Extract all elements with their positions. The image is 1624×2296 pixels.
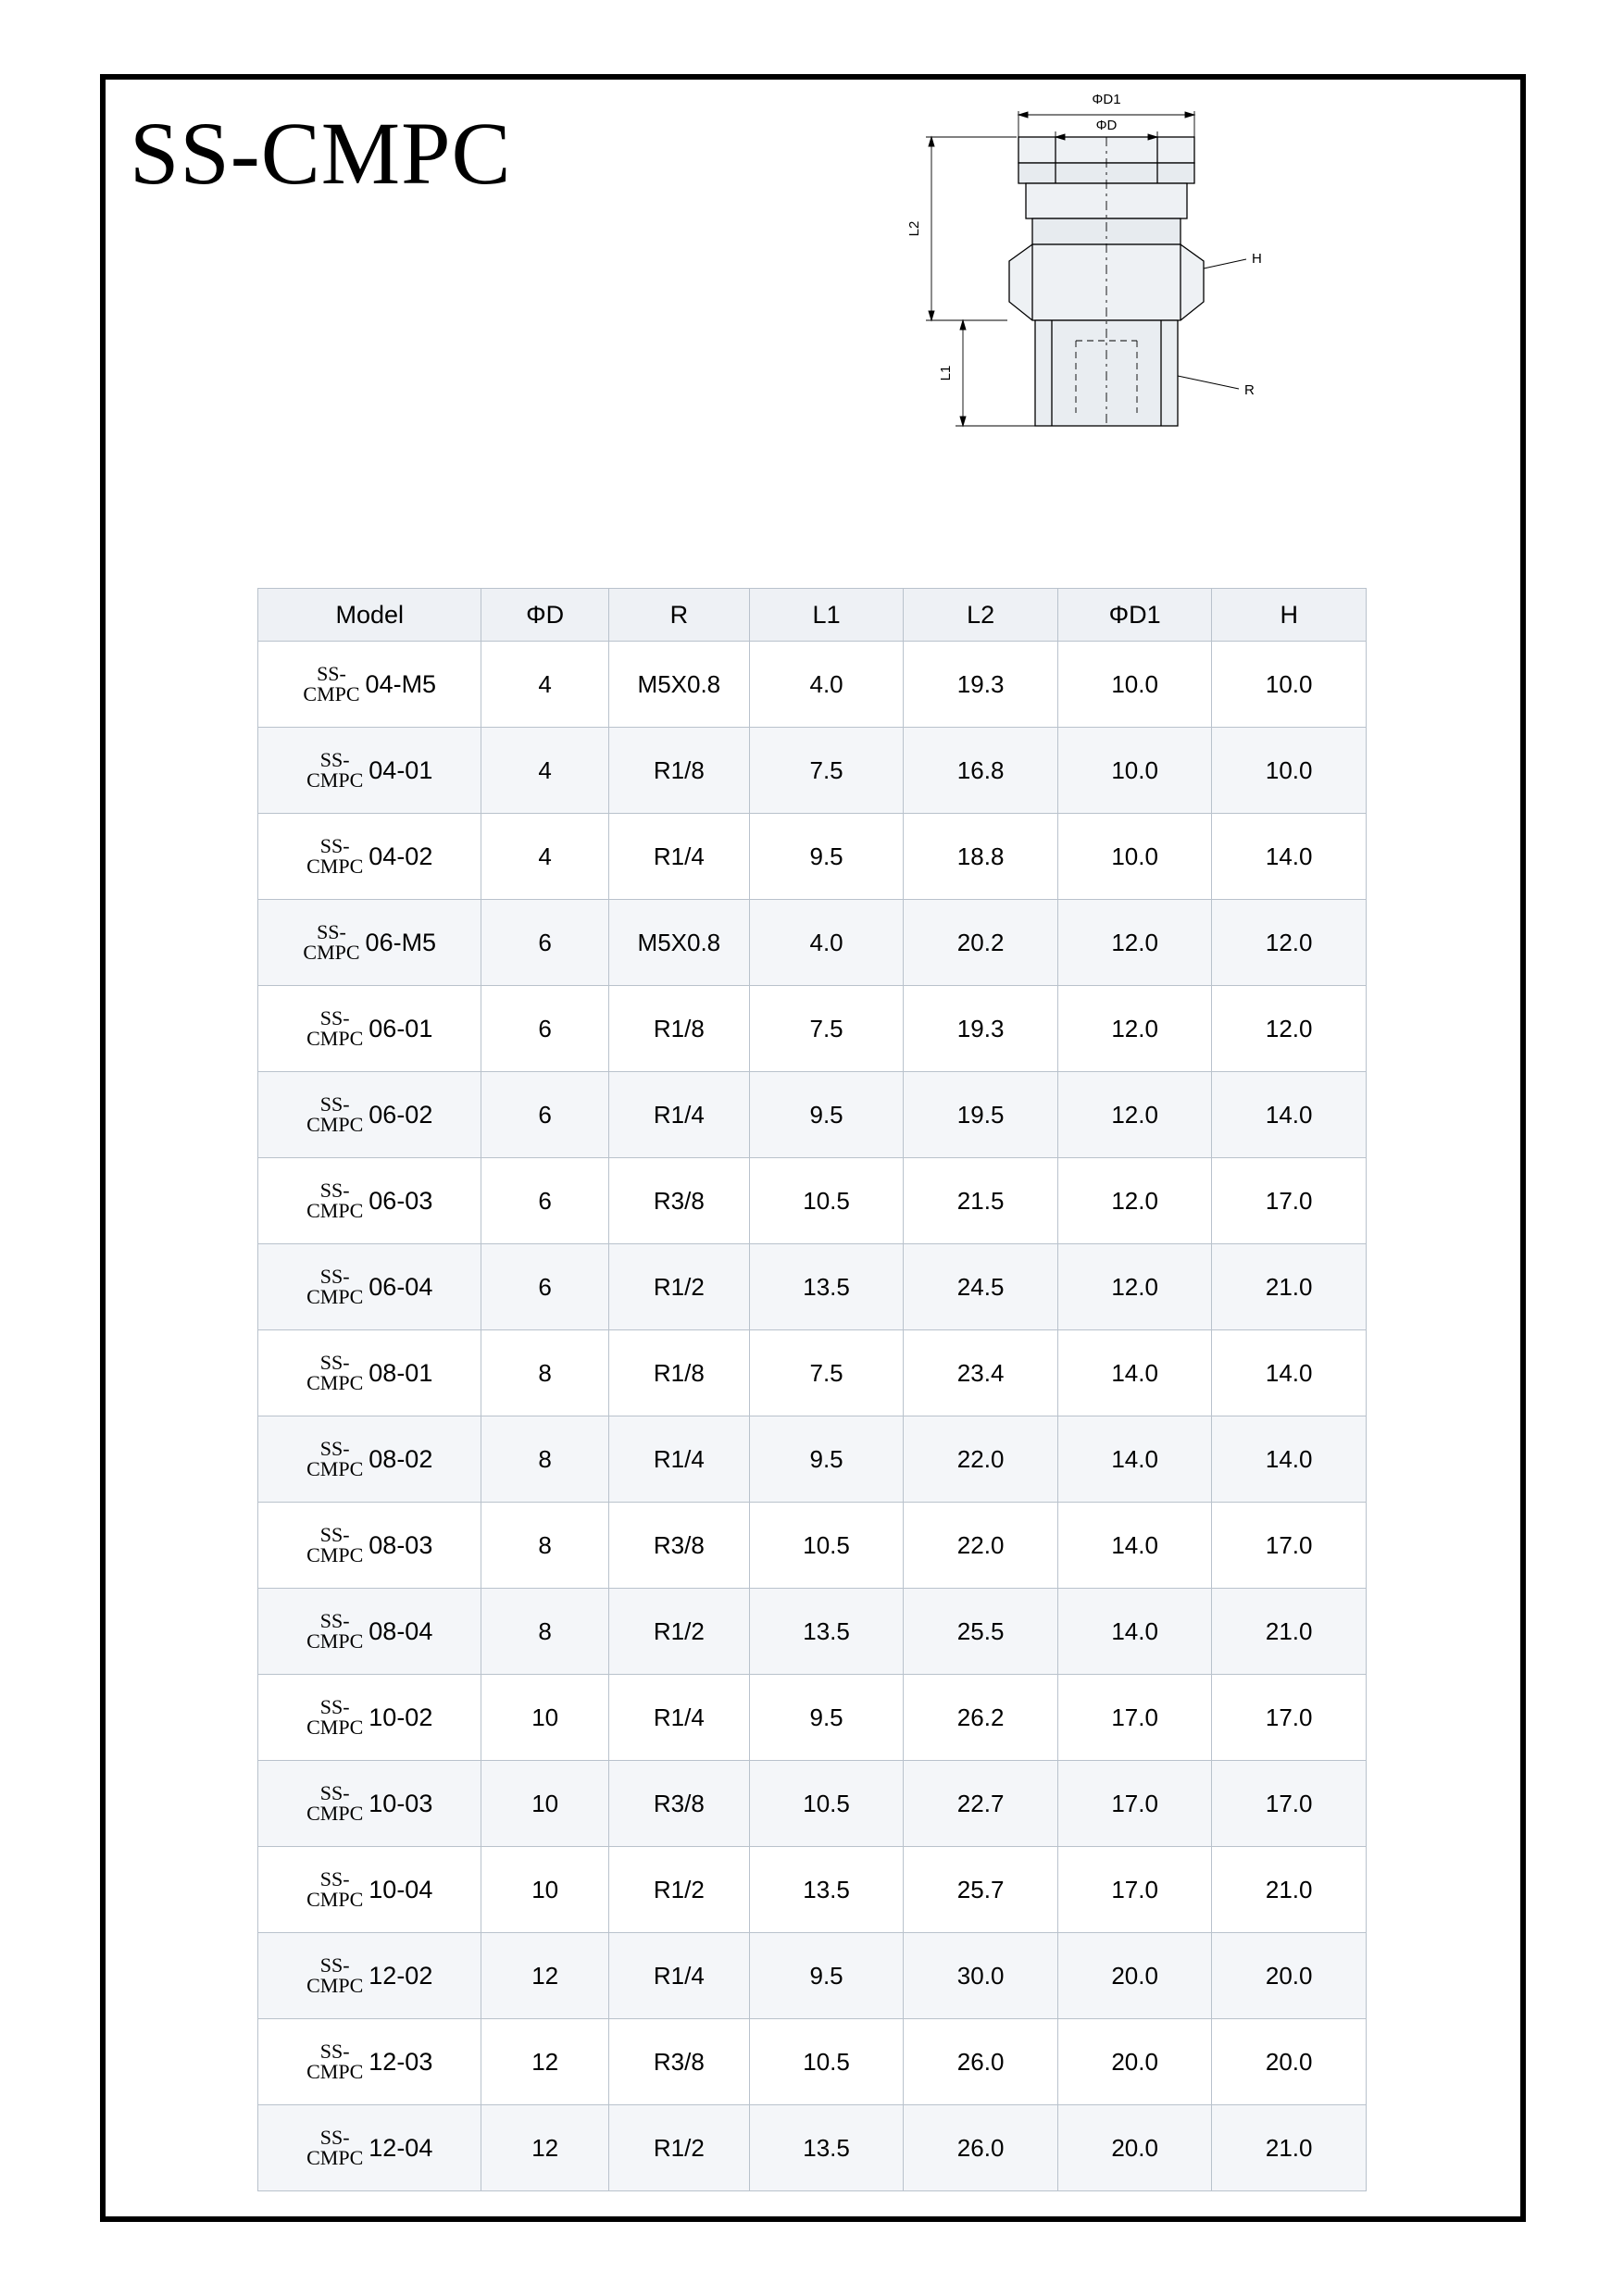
model-size: 06-M5 <box>365 928 437 956</box>
table-header-row <box>258 589 1367 642</box>
model-size: 06-04 <box>369 1272 433 1301</box>
model-prefix-line1: SS- <box>319 1523 350 1546</box>
cell-r: R3/8 <box>608 2019 749 2105</box>
model-prefix-line2: CMPC <box>306 2060 364 2083</box>
model-prefix <box>306 1180 363 1221</box>
model-prefix-line2: CMPC <box>306 1543 364 1566</box>
model-prefix-line1: SS- <box>319 1867 350 1890</box>
cell-r: R1/2 <box>608 1847 749 1933</box>
spec-table-body <box>258 642 1367 2191</box>
cell-l1: 13.5 <box>749 1589 904 1675</box>
cell-model <box>258 1244 481 1330</box>
cell-model <box>258 1503 481 1589</box>
table-row <box>258 1675 1367 1761</box>
cell-l1: 7.5 <box>749 1330 904 1416</box>
cell-phi-d1: 14.0 <box>1057 1330 1212 1416</box>
model-prefix <box>303 922 359 963</box>
cell-phi-d1: 20.0 <box>1057 2105 1212 2191</box>
model-prefix-line2: CMPC <box>306 1888 364 1911</box>
cell-phi-d1: 12.0 <box>1057 1158 1212 1244</box>
table-row <box>258 2105 1367 2191</box>
model-prefix-line1: SS- <box>319 2040 350 2063</box>
cell-r: R1/4 <box>608 1675 749 1761</box>
model-size: 10-04 <box>369 1875 433 1903</box>
cell-l1: 9.5 <box>749 1416 904 1503</box>
cell-phi-d: 10 <box>481 1847 608 1933</box>
table-row <box>258 1330 1367 1416</box>
model-prefix-line1: SS- <box>319 1092 350 1116</box>
cell-l2: 25.7 <box>904 1847 1058 1933</box>
cell-model <box>258 1158 481 1244</box>
cell-l2: 26.2 <box>904 1675 1058 1761</box>
cell-phi-d: 8 <box>481 1330 608 1416</box>
table-row <box>258 1072 1367 1158</box>
cell-phi-d1: 10.0 <box>1057 814 1212 900</box>
cell-h: 14.0 <box>1212 1416 1367 1503</box>
cell-l1: 9.5 <box>749 1072 904 1158</box>
cell-l2: 18.8 <box>904 814 1058 900</box>
cell-l1: 7.5 <box>749 986 904 1072</box>
cell-l1: 10.5 <box>749 1503 904 1589</box>
cell-h: 20.0 <box>1212 2019 1367 2105</box>
model-prefix-line2: CMPC <box>306 768 364 792</box>
model-prefix <box>306 1869 363 1910</box>
cell-phi-d: 6 <box>481 1072 608 1158</box>
model-size: 06-01 <box>369 1014 433 1042</box>
column-header-r: R <box>608 589 749 642</box>
table-row <box>258 1503 1367 1589</box>
table-row <box>258 814 1367 900</box>
cell-r: R3/8 <box>608 1503 749 1589</box>
cell-h: 17.0 <box>1212 1158 1367 1244</box>
model-prefix <box>306 1439 363 1479</box>
cell-phi-d: 10 <box>481 1675 608 1761</box>
cell-model <box>258 1675 481 1761</box>
cell-h: 21.0 <box>1212 1244 1367 1330</box>
cell-model <box>258 1589 481 1675</box>
cell-phi-d: 4 <box>481 814 608 900</box>
model-size: 12-03 <box>369 2047 433 2076</box>
spec-table <box>257 588 1367 2191</box>
drawing-label-r: R <box>1244 382 1255 398</box>
cell-l1: 4.0 <box>749 900 904 986</box>
cell-phi-d1: 20.0 <box>1057 1933 1212 2019</box>
cell-l2: 23.4 <box>904 1330 1058 1416</box>
model-prefix <box>306 1094 363 1135</box>
table-row <box>258 1416 1367 1503</box>
model-size: 08-02 <box>369 1444 433 1473</box>
cell-l1: 9.5 <box>749 814 904 900</box>
model-prefix <box>306 1008 363 1049</box>
cell-phi-d: 8 <box>481 1416 608 1503</box>
cell-phi-d1: 17.0 <box>1057 1761 1212 1847</box>
model-prefix <box>306 836 363 877</box>
model-prefix-line1: SS- <box>319 1351 350 1374</box>
model-size: 04-02 <box>369 842 433 870</box>
cell-r: R1/2 <box>608 1244 749 1330</box>
cell-l1: 13.5 <box>749 1244 904 1330</box>
model-prefix <box>306 1697 363 1738</box>
cell-model <box>258 2019 481 2105</box>
drawing-label-l1: L1 <box>938 365 954 381</box>
cell-h: 17.0 <box>1212 1503 1367 1589</box>
model-prefix <box>306 2041 363 2082</box>
cell-l1: 9.5 <box>749 1675 904 1761</box>
model-prefix-line2: CMPC <box>306 1371 364 1394</box>
cell-model <box>258 2105 481 2191</box>
cell-r: M5X0.8 <box>608 900 749 986</box>
cell-l2: 24.5 <box>904 1244 1058 1330</box>
model-size: 06-02 <box>369 1100 433 1129</box>
cell-l1: 10.5 <box>749 1158 904 1244</box>
model-prefix-line2: CMPC <box>306 1199 364 1222</box>
cell-model <box>258 1847 481 1933</box>
cell-l2: 16.8 <box>904 728 1058 814</box>
model-size: 06-03 <box>369 1186 433 1215</box>
model-prefix-line2: CMPC <box>306 2146 364 2169</box>
column-header-phi-d: ΦD <box>481 589 608 642</box>
drawing-label-phi-d: ΦD <box>1095 118 1118 133</box>
model-size: 10-03 <box>369 1789 433 1817</box>
cell-model <box>258 728 481 814</box>
model-size: 12-04 <box>369 2133 433 2162</box>
cell-l2: 26.0 <box>904 2019 1058 2105</box>
cell-r: R3/8 <box>608 1158 749 1244</box>
cell-phi-d1: 14.0 <box>1057 1503 1212 1589</box>
cell-h: 20.0 <box>1212 1933 1367 2019</box>
cell-phi-d: 6 <box>481 1158 608 1244</box>
cell-l1: 13.5 <box>749 2105 904 2191</box>
table-row <box>258 2019 1367 2105</box>
drawing-label-phi-d1: ΦD1 <box>1092 92 1121 107</box>
model-prefix-line2: CMPC <box>306 1802 364 1825</box>
model-prefix <box>306 750 363 791</box>
model-prefix-line1: SS- <box>317 662 346 685</box>
cell-h: 14.0 <box>1212 1330 1367 1416</box>
model-prefix <box>306 1353 363 1393</box>
cell-phi-d: 6 <box>481 900 608 986</box>
cell-l1: 4.0 <box>749 642 904 728</box>
cell-model <box>258 1761 481 1847</box>
table-row <box>258 1158 1367 1244</box>
cell-h: 21.0 <box>1212 1589 1367 1675</box>
cell-phi-d1: 12.0 <box>1057 1244 1212 1330</box>
model-prefix <box>306 1525 363 1566</box>
model-prefix-line1: SS- <box>319 748 350 771</box>
cell-r: R1/2 <box>608 2105 749 2191</box>
column-header-phi-d1: ΦD1 <box>1057 589 1212 642</box>
table-row <box>258 986 1367 1072</box>
cell-r: R1/8 <box>608 728 749 814</box>
column-header-l1: L1 <box>749 589 904 642</box>
model-size: 10-02 <box>369 1703 433 1731</box>
model-prefix-line1: SS- <box>319 1609 350 1632</box>
cell-phi-d1: 14.0 <box>1057 1589 1212 1675</box>
cell-r: R3/8 <box>608 1761 749 1847</box>
model-size: 08-04 <box>369 1616 433 1645</box>
cell-h: 10.0 <box>1212 728 1367 814</box>
model-prefix <box>303 664 359 705</box>
cell-r: M5X0.8 <box>608 642 749 728</box>
cell-l2: 22.7 <box>904 1761 1058 1847</box>
model-prefix-line2: CMPC <box>306 1027 364 1050</box>
cell-model <box>258 1072 481 1158</box>
cell-r: R1/4 <box>608 814 749 900</box>
cell-model <box>258 1416 481 1503</box>
cell-l1: 9.5 <box>749 1933 904 2019</box>
cell-phi-d1: 17.0 <box>1057 1675 1212 1761</box>
cell-l1: 7.5 <box>749 728 904 814</box>
cell-l1: 10.5 <box>749 1761 904 1847</box>
model-prefix-line2: CMPC <box>306 855 364 878</box>
model-size: 04-01 <box>369 755 433 784</box>
page-title: SS-CMPC <box>130 104 512 203</box>
model-prefix-line1: SS- <box>319 1781 350 1804</box>
cell-model <box>258 1330 481 1416</box>
cell-l2: 22.0 <box>904 1416 1058 1503</box>
cell-l2: 19.3 <box>904 986 1058 1072</box>
model-size: 08-03 <box>369 1530 433 1559</box>
cell-phi-d1: 10.0 <box>1057 642 1212 728</box>
cell-r: R1/4 <box>608 1072 749 1158</box>
cell-phi-d: 6 <box>481 1244 608 1330</box>
cell-l2: 22.0 <box>904 1503 1058 1589</box>
model-prefix-line2: CMPC <box>306 1285 364 1308</box>
model-prefix-line1: SS- <box>319 1179 350 1202</box>
cell-model <box>258 814 481 900</box>
table-row <box>258 1847 1367 1933</box>
cell-l2: 25.5 <box>904 1589 1058 1675</box>
cell-r: R1/4 <box>608 1416 749 1503</box>
cell-phi-d: 12 <box>481 2019 608 2105</box>
cell-phi-d1: 12.0 <box>1057 900 1212 986</box>
cell-h: 21.0 <box>1212 2105 1367 2191</box>
model-prefix-line2: CMPC <box>306 1457 364 1480</box>
cell-r: R1/4 <box>608 1933 749 2019</box>
cell-r: R1/2 <box>608 1589 749 1675</box>
cell-model <box>258 986 481 1072</box>
model-size: 08-01 <box>369 1358 433 1387</box>
cell-phi-d: 4 <box>481 728 608 814</box>
model-prefix-line2: CMPC <box>306 1974 364 1997</box>
cell-phi-d: 12 <box>481 2105 608 2191</box>
cell-phi-d1: 10.0 <box>1057 728 1212 814</box>
cell-phi-d1: 12.0 <box>1057 986 1212 1072</box>
cell-r: R1/8 <box>608 986 749 1072</box>
model-prefix-line1: SS- <box>319 1265 350 1288</box>
cell-l1: 13.5 <box>749 1847 904 1933</box>
column-header-h: H <box>1212 589 1367 642</box>
cell-h: 10.0 <box>1212 642 1367 728</box>
table-row <box>258 900 1367 986</box>
model-prefix-line2: CMPC <box>303 682 360 705</box>
drawing-label-h: H <box>1252 251 1262 267</box>
cell-phi-d: 12 <box>481 1933 608 2019</box>
cell-l2: 19.5 <box>904 1072 1058 1158</box>
model-size: 04-M5 <box>365 669 437 698</box>
model-prefix-line2: CMPC <box>303 941 360 964</box>
model-prefix-line1: SS- <box>319 1953 350 1977</box>
model-prefix-line1: SS- <box>319 2126 350 2149</box>
cell-h: 14.0 <box>1212 814 1367 900</box>
cell-phi-d: 4 <box>481 642 608 728</box>
cell-l2: 26.0 <box>904 2105 1058 2191</box>
model-prefix-line1: SS- <box>319 1695 350 1718</box>
table-row <box>258 728 1367 814</box>
model-prefix-line1: SS- <box>319 834 350 857</box>
spec-table-container <box>257 588 1367 2191</box>
table-row <box>258 1589 1367 1675</box>
column-header-l2: L2 <box>904 589 1058 642</box>
cell-phi-d: 6 <box>481 986 608 1072</box>
model-prefix-line1: SS- <box>319 1437 350 1460</box>
cell-r: R1/8 <box>608 1330 749 1416</box>
table-row <box>258 1244 1367 1330</box>
cell-l1: 10.5 <box>749 2019 904 2105</box>
cell-phi-d1: 17.0 <box>1057 1847 1212 1933</box>
model-prefix-line2: CMPC <box>306 1716 364 1739</box>
cell-h: 12.0 <box>1212 986 1367 1072</box>
model-prefix <box>306 1955 363 1996</box>
cell-h: 21.0 <box>1212 1847 1367 1933</box>
table-row <box>258 1933 1367 2019</box>
cell-l2: 20.2 <box>904 900 1058 986</box>
model-prefix-line1: SS- <box>319 1006 350 1029</box>
technical-drawing <box>870 83 1389 565</box>
column-header-model: Model <box>258 589 481 642</box>
cell-l2: 30.0 <box>904 1933 1058 2019</box>
cell-l2: 19.3 <box>904 642 1058 728</box>
model-prefix-line2: CMPC <box>306 1629 364 1653</box>
cell-phi-d: 8 <box>481 1503 608 1589</box>
model-prefix <box>306 1267 363 1307</box>
cell-phi-d1: 14.0 <box>1057 1416 1212 1503</box>
model-prefix-line1: SS- <box>317 920 346 943</box>
cell-h: 17.0 <box>1212 1675 1367 1761</box>
table-row <box>258 642 1367 728</box>
cell-model <box>258 900 481 986</box>
model-prefix-line2: CMPC <box>306 1113 364 1136</box>
cell-model <box>258 642 481 728</box>
cell-phi-d: 8 <box>481 1589 608 1675</box>
cell-h: 12.0 <box>1212 900 1367 986</box>
cell-l2: 21.5 <box>904 1158 1058 1244</box>
model-size: 12-02 <box>369 1961 433 1990</box>
cell-phi-d1: 12.0 <box>1057 1072 1212 1158</box>
cell-h: 14.0 <box>1212 1072 1367 1158</box>
model-prefix <box>306 2128 363 2168</box>
model-prefix <box>306 1611 363 1652</box>
model-prefix <box>306 1783 363 1824</box>
cell-h: 17.0 <box>1212 1761 1367 1847</box>
cell-model <box>258 1933 481 2019</box>
drawing-label-l2: L2 <box>906 220 922 237</box>
table-row <box>258 1761 1367 1847</box>
cell-phi-d: 10 <box>481 1761 608 1847</box>
cell-phi-d1: 20.0 <box>1057 2019 1212 2105</box>
